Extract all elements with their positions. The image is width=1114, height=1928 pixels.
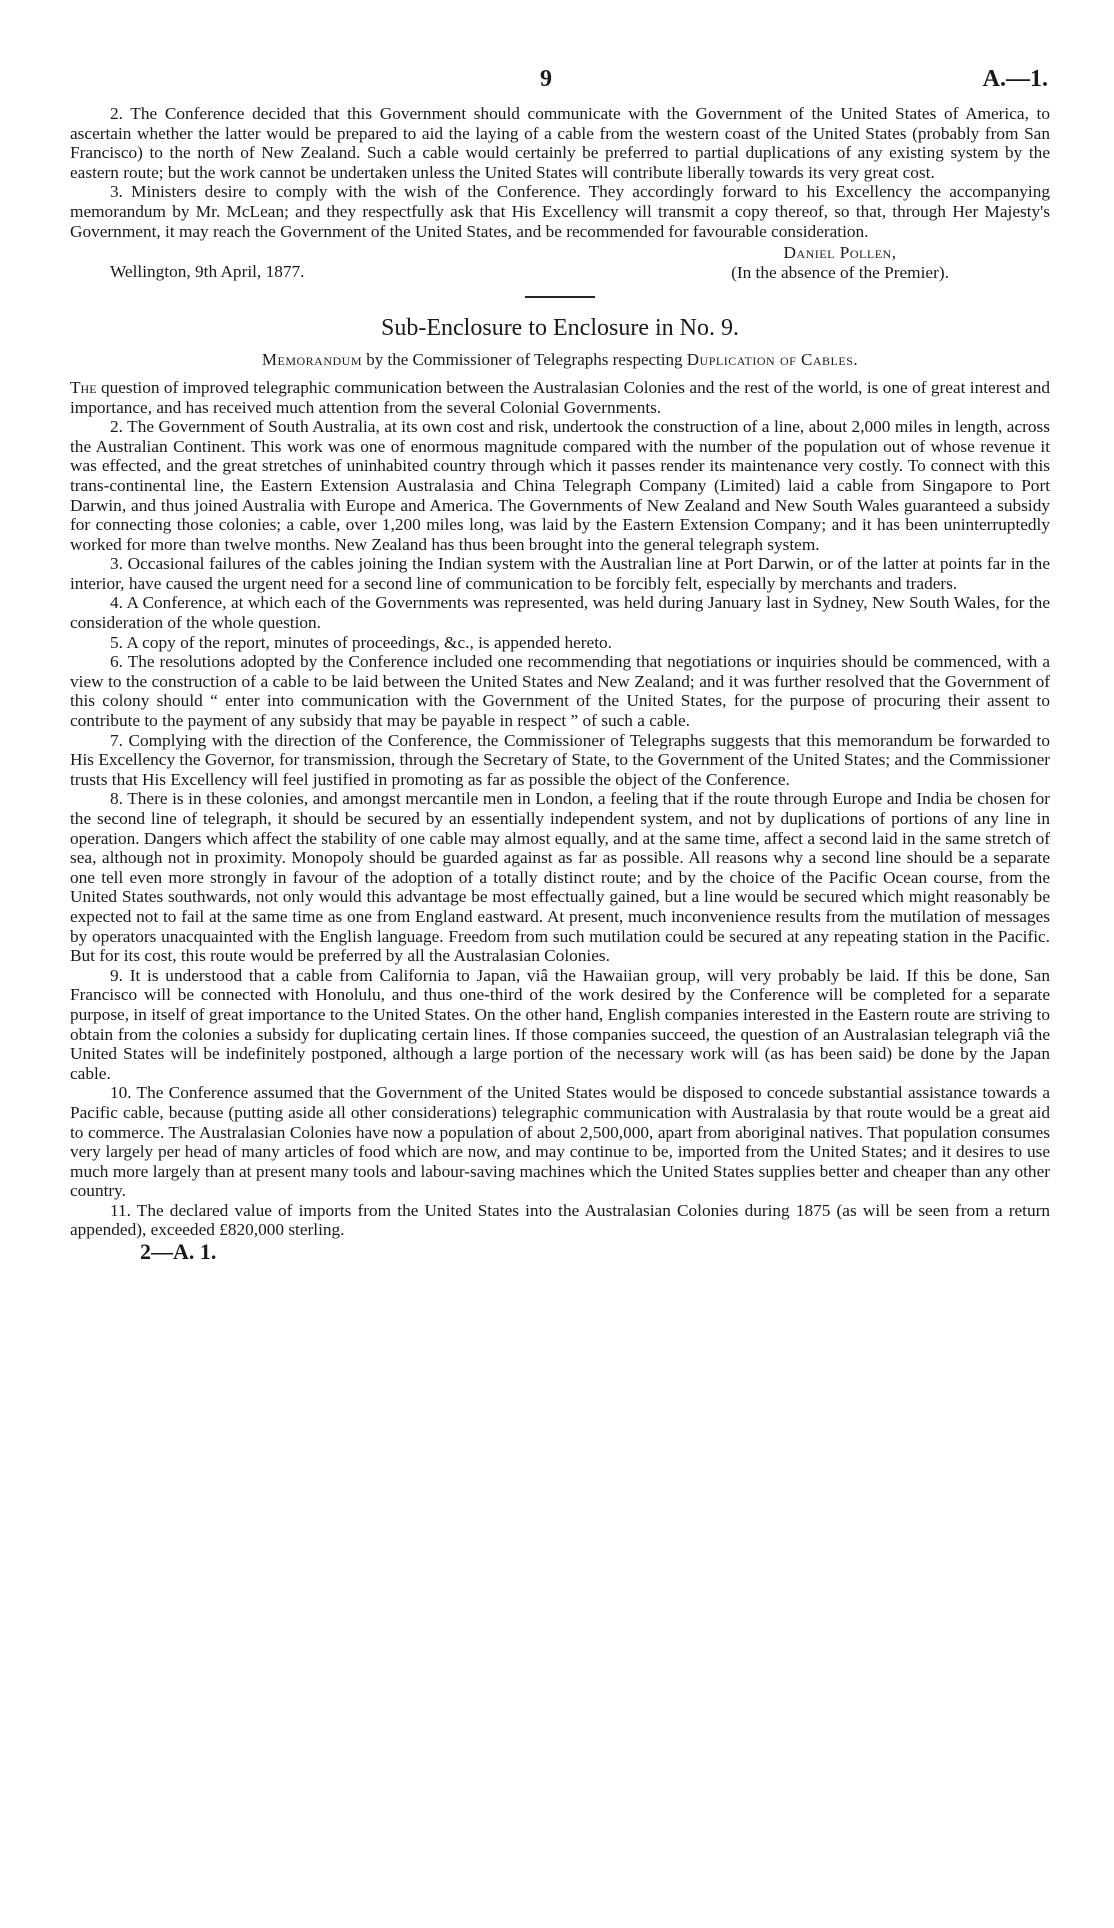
- signature-block: [70, 243, 1050, 282]
- memo-paragraph: 5. A copy of the report, minutes of proceedings, &c., is appended hereto.: [110, 632, 612, 652]
- letter-body: [70, 104, 1050, 1265]
- memo-first-paragraph-text: question of improved telegraphic communication between the Australasian Colonies and the rest of the world, is one of great interest and importance, and has received much attention from the several Colonial Governments.: [70, 377, 1050, 417]
- memo-paragraph: 8. There is in these colonies, and amongst mercantile men in London, a feeling that if the route through Europe and India be chosen for the second line of telegraph, it should be secured by an essentially independent system, and not by duplications of portions of any line in operation. Dangers which affect the stability of one cable may almost equally, and at the same time, affect a second laid in the same stretch of sea, although not in proximity. Monopoly should be guarded against as far as possible. All reasons why a second line should be a separate one tell even more strongly in favour of the adoption of a totally distinct route; and by the choice of the Pacific Ocean course, from the United States southwards, not only would this advantage be most effectually gained, but a line would be secured which might reasonably be expected not to fail at the same time as one from England eastward. At present, much inconvenience results from the mutilation of messages by operators unacquainted with the English language. Freedom from such mutilation could be secured at any repeating station in the Pacific. But for its cost, this route would be preferred by all the Australasian Colonies.: [70, 789, 1050, 966]
- memo-paragraph: 6. The resolutions adopted by the Conference included one recommending that negotiations or inquiries should be commenced, with a view to the construction of a cable to be laid between the United States and New Zealand; and it was further resolved that the Government of this colony should “ enter into communication with the Government of the United States, for the purpose of procuring their assent to contribute to the payment of any subsidy that may be payable in respect ” of such a cable.: [70, 652, 1050, 731]
- page-number: 9: [540, 66, 552, 92]
- paper-reference: A.—1.: [982, 66, 1048, 92]
- enclosure-heading: Sub-Enclosure to Enclosure in No. 9.: [381, 315, 739, 342]
- letter-paragraph: 3. Ministers desire to comply with the wish of the Conference. They accordingly forward to his Excellency the accompanying memorandum by Mr. McLean; and they respectfully ask that His Excellency will transmit a copy thereof, so that, through Her Majesty's Government, it may reach the Government of the United States, and be recommended for favourable consideration.: [70, 182, 1050, 241]
- memo-paragraph: 10. The Conference assumed that the Government of the United States would be disposed to concede substantial assistance towards a Pacific cable, because (putting aside all other considerations) telegraphic communication with Australasia by that route would be a great aid to commerce. The Australasian Colonies have now a population of about 2,500,000, apart from aboriginal natives. That population consumes very largely per head of many articles of food which are now, and may continue to be, imported from the United States; and it desires to use much more largely than at present many tools and labour-saving machines which the United States supplies better and cheaper than any other country.: [70, 1083, 1050, 1201]
- memo-title-end: Duplication of Cables.: [686, 350, 859, 370]
- memo-first-word: The: [70, 377, 97, 397]
- letter-paragraph: 2. The Conference decided that this Government should communicate with the Government of the United States of America, to ascertain whether the latter would be prepared to aid the laying of a cable from the western coast of the United States (probably from San Francisco) to the north of New Zealand. Such a cable would certainly be preferred to partial duplications of any existing system by the eastern route; but the work cannot be undertaken unless the United States will contribute liberally towards its very great cost.: [70, 104, 1050, 182]
- memo-paragraph-1: [70, 378, 1050, 417]
- signatory-note: (In the absence of the Premier).: [731, 262, 949, 282]
- signatory-name: Daniel Pollen,: [783, 243, 897, 263]
- memo-paragraph: 9. It is understood that a cable from California to Japan, viâ the Hawaiian group, will very probably be laid. If this be done, San Francisco will be connected with Honolulu, and thus one-third of the work desired by the Conference will be completed for a separate purpose, in itself of great importance to the United States. On the other hand, English companies interested in the Eastern route are striving to obtain from the colonies a subsidy for duplicating certain lines. If those companies succeed, the question of an Australasian telegraph viâ the United States will be indefinitely postponed, although a large portion of the necessary work will (as has been said) be done by the Japan cable.: [70, 965, 1050, 1083]
- memo-title-mid: by the Commissioner of Telegraphs respecting: [362, 350, 687, 370]
- memo-paragraph: 3. Occasional failures of the cables joining the Indian system with the Australian line at Port Darwin, or of the latter at points far in the interior, have caused the urgent need for a second line of communication to be forcibly felt, especially by merchants and traders.: [70, 554, 1050, 593]
- place-date: Wellington, 9th April, 1877.: [110, 262, 305, 282]
- memo-paragraph: 7. Complying with the direction of the Conference, the Commissioner of Telegraphs suggests that this memorandum be forwarded to His Excellency the Governor, for transmission, through the Secretary of State, to the Government of the United States; and the Commissioner trusts that His Excellency will feel justified in promoting as far as possible the object of the Conference.: [70, 730, 1050, 789]
- memorandum-title: [70, 350, 1050, 370]
- memo-title-lead: Memorandum: [261, 350, 362, 370]
- memo-paragraph: 11. The declared value of imports from the United States into the Australasian Colonies during 1875 (as will be seen from a return appended), exceeded £820,000 sterling.: [70, 1200, 1050, 1240]
- memo-paragraph: 4. A Conference, at which each of the Governments was represented, was held during January last in Sydney, New South Wales, for the consideration of the whole question.: [70, 593, 1050, 633]
- memo-paragraph: 2. The Government of South Australia, at its own cost and risk, undertook the construction of a line, about 2,000 miles in length, across the Australian Continent. This work was one of enormous magnitude compared with the number of the population out of whose revenue it was effected, and the great stretches of uninhabited country through which it passes render its maintenance very costly. To connect with this trans-continental line, the Eastern Extension Australasia and China Telegraph Company (Limited) laid a cable from Singapore to Port Darwin, and thus joined Australia with Europe and America. The Governments of New Zealand and New South Wales guaranteed a subsidy for connecting those colonies; a cable, over 1,200 miles long, was laid by the Eastern Extension Company; and it has been uninterruptedly worked for more than twelve months. New Zealand has thus been brought into the general telegraph system.: [70, 417, 1050, 554]
- section-divider: [525, 296, 595, 298]
- signature-mark: 2—A. 1.: [140, 1239, 217, 1265]
